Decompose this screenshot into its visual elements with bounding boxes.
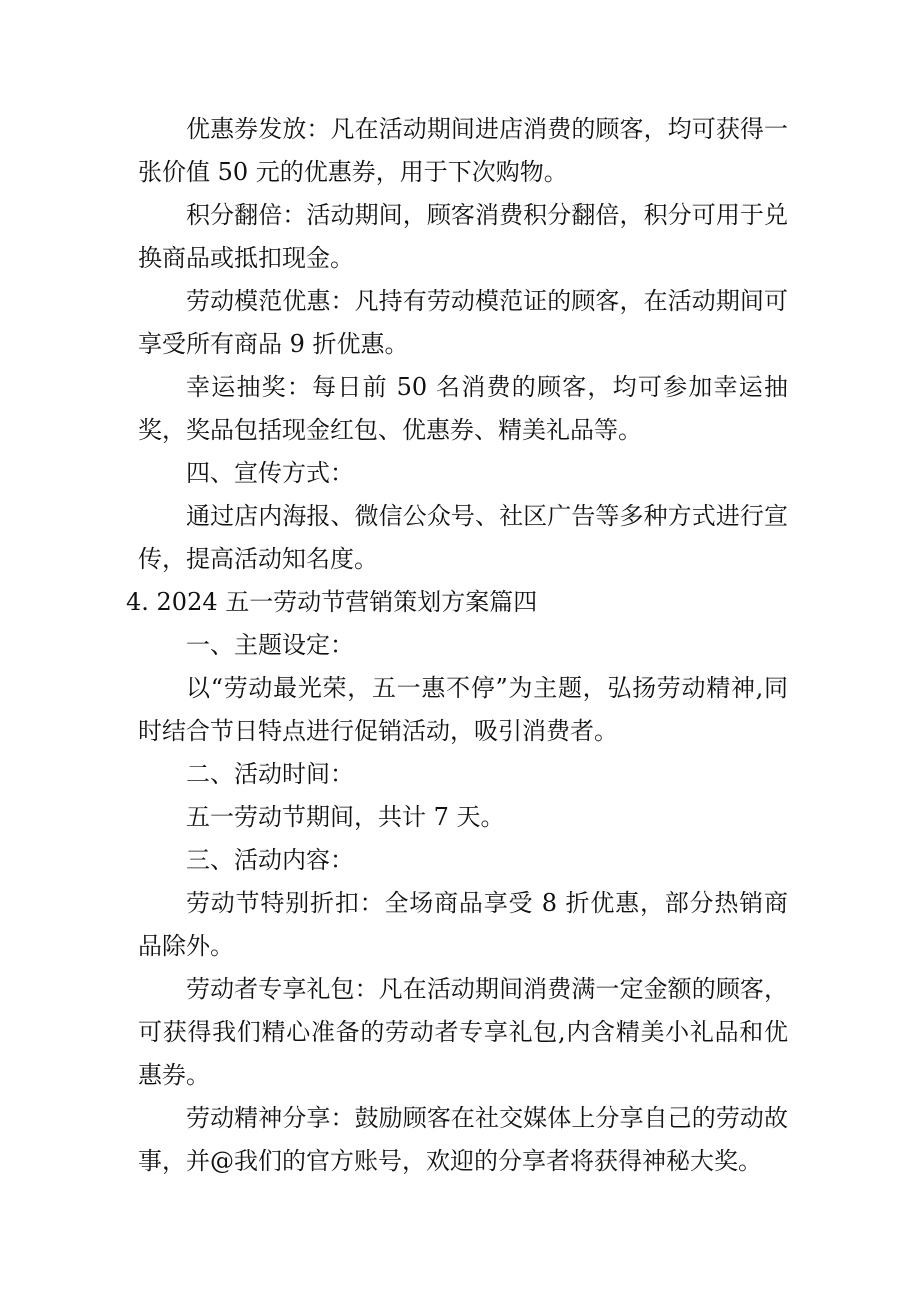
paragraph-time: 五一劳动节期间，共计 7 天。 [186,803,505,831]
section-heading-theme: 一、主题设定： [186,631,354,659]
paragraph-promotion: 通过店内海报、微信公众号、社区广告等多种方式进行宣传，提高活动知名度。 [138,502,788,573]
document-body [126,108,788,1183]
paragraph-points: 积分翻倍：活动期间，顾客消费积分翻倍，积分可用于兑换商品或抵扣现金。 [138,201,788,272]
section-heading-content: 三、活动内容： [186,846,354,874]
paragraph-coupon: 优惠券发放：凡在活动期间进店消费的顾客，均可获得一张价值 50 元的优惠券，用于下次购物。 [138,115,788,186]
paragraph-story-share: 劳动精神分享：鼓励顾客在社交媒体上分享自己的劳动故事，并@我们的官方账号，欢迎的分享者将获得神秘大奖。 [138,1104,788,1175]
section-heading-time: 二、活动时间： [186,760,354,788]
chapter-title: 4. 2024 五一劳动节营销策划方案篇四 [126,588,538,616]
section-heading-promotion: 四、宣传方式： [186,459,354,487]
paragraph-discount: 劳动节特别折扣：全场商品享受 8 折优惠，部分热销商品除外。 [138,889,788,960]
paragraph-gift-pack: 劳动者专享礼包：凡在活动期间消费满一定金额的顾客，可获得我们精心准备的劳动者专享礼包,内含精美小礼品和优惠券。 [138,975,788,1089]
paragraph-lucky-draw: 幸运抽奖：每日前 50 名消费的顾客，均可参加幸运抽奖，奖品包括现金红包、优惠券、精美礼品等。 [138,373,788,444]
paragraph-model-worker: 劳动模范优惠：凡持有劳动模范证的顾客，在活动期间可享受所有商品 9 折优惠。 [138,287,788,358]
paragraph-theme: 以“劳动最光荣，五一惠不停”为主题，弘扬劳动精神,同时结合节日特点进行促销活动，吸引消费者。 [138,674,788,745]
